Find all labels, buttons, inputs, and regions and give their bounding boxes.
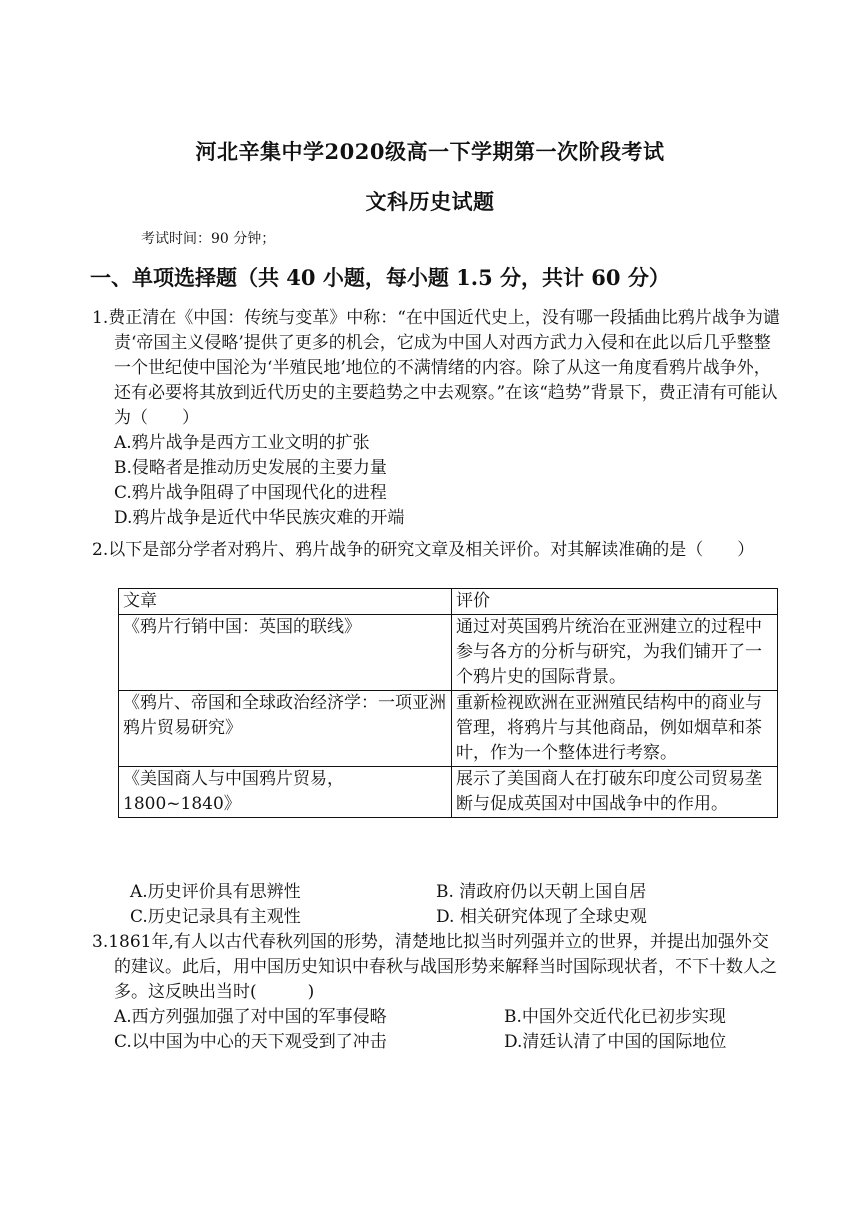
question-3-option-d: D.清廷认清了中国的国际地位 <box>504 1032 727 1052</box>
question-2-option-b: B. 清政府仍以天朝上国自居 <box>436 882 647 902</box>
question-1-option-b: B.侵略者是推动历史发展的主要力量 <box>114 458 387 478</box>
question-2-stem: 2.以下是部分学者对鸦片、鸦片战争的研究文章及相关评价。对其解读准确的是（ ） <box>92 540 755 560</box>
options-row <box>92 1030 782 1055</box>
question-2-options <box>92 880 782 930</box>
table-header-evaluation: 评价 <box>452 589 778 615</box>
exam-time: 考试时间：90 分钟； <box>141 231 276 247</box>
options-row <box>92 1005 782 1030</box>
table-header-article: 文章 <box>119 589 452 615</box>
question-3 <box>92 930 782 1055</box>
table-row <box>119 615 778 691</box>
question-2-option-c: C.历史记录具有主观性 <box>130 907 301 927</box>
question-1-option-a: A.鸦片战争是西方工业文明的扩张 <box>114 433 370 453</box>
options-row <box>92 905 782 930</box>
table-cell-evaluation: 通过对英国鸦片统治在亚洲建立的过程中参与各方的分析与研究，为我们铺开了一个鸦片史的国际背景。 <box>452 615 778 691</box>
table-cell-evaluation: 重新检视欧洲在亚洲殖民结构中的商业与管理，将鸦片与其他商品，例如烟草和茶叶，作为一个整体进行考察。 <box>452 691 778 767</box>
question-3-option-b: B.中国外交近代化已初步实现 <box>504 1007 726 1027</box>
research-table <box>118 588 778 818</box>
exam-subtitle: 文科历史试题 <box>365 189 495 214</box>
question-3-option-a: A.西方列强加强了对中国的军事侵略 <box>114 1007 387 1027</box>
table-row <box>119 767 778 818</box>
table-cell-article: 《鸦片、帝国和全球政治经济学：一项亚洲鸦片贸易研究》 <box>119 691 452 767</box>
question-1-stem: 1.费正清在《中国：传统与变革》中称：“在中国近代史上，没有哪一段插曲比鸦片战争为谴责‘帝国主义侵略’提供了更多的机会，它成为中国人对西方武力入侵和在此以后几乎整整一个世纪使中国沦为‘半殖民地’地位的不满情绪的内容。除了从这一角度看鸦片战争外，还有必要将其放到近代历史的主要趋势之中去观察。”在该“趋势”背景下，费正清有可能认为（ ） <box>92 308 780 428</box>
table-cell-article: 《鸦片行销中国：英国的联线》 <box>119 615 452 691</box>
question-1-option-c: C.鸦片战争阻碍了中国现代化的进程 <box>114 483 387 503</box>
question-2-option-a: A.历史评价具有思辨性 <box>130 882 301 902</box>
exam-title: 河北辛集中学2020级高一下学期第一次阶段考试 <box>195 139 665 164</box>
section-title: 一、单项选择题（共 40 小题，每小题 1.5 分，共计 60 分） <box>90 265 670 290</box>
question-3-option-c: C.以中国为中心的天下观受到了冲击 <box>114 1032 387 1052</box>
table-cell-evaluation: 展示了美国商人在打破东印度公司贸易垄断与促成英国对中国战争中的作用。 <box>452 767 778 818</box>
question-3-stem: 3.1861年,有人以古代春秋列国的形势，清楚地比拟当时列强并立的世界，并提出加强外交的建议。此后，用中国历史知识中春秋与战国形势来解释当时国际现状者，不下十数人之多。这反映出当时( ) <box>92 932 777 1002</box>
table-row <box>119 691 778 767</box>
table-header-row <box>119 589 778 615</box>
question-2 <box>92 538 782 563</box>
question-1 <box>92 306 782 531</box>
question-1-option-d: D.鸦片战争是近代中华民族灾难的开端 <box>114 508 405 528</box>
options-row <box>92 880 782 905</box>
question-2-option-d: D. 相关研究体现了全球史观 <box>436 907 647 927</box>
table-cell-article: 《美国商人与中国鸦片贸易，1800~1840》 <box>119 767 452 818</box>
